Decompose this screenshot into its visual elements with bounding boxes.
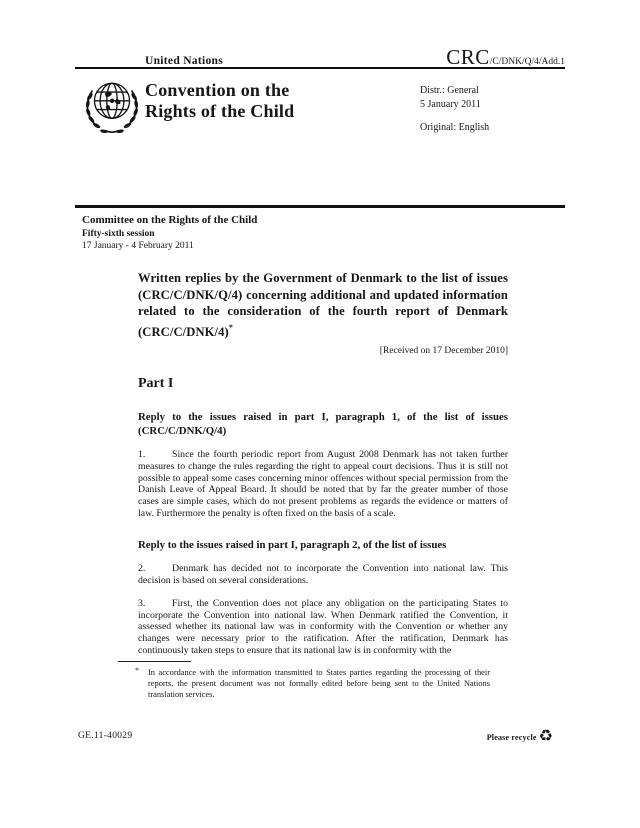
document-title-text: Written replies by the Government of Denmark to the list of issues (CRC/C/DNK/Q/4) concerning additional and updated information related to the consideration of the fourth report of Denmark (CRC/C/DNK/4) bbox=[138, 271, 508, 339]
session-name: Fifty-sixth session bbox=[82, 228, 155, 239]
paragraph-2-text: Denmark has decided not to incorporate the Convention into national law. This decision is based on several considerations. bbox=[138, 563, 508, 587]
received-date: [Received on 17 December 2010] bbox=[379, 346, 508, 356]
document-title bbox=[138, 270, 508, 340]
footnote bbox=[135, 666, 490, 700]
treaty-title-line2: Rights of the Child bbox=[145, 101, 295, 121]
part-heading: Part I bbox=[138, 376, 174, 391]
title-footnote-marker: * bbox=[228, 322, 233, 332]
document-symbol-suffix: /C/DNK/Q/4/Add.1 bbox=[489, 57, 565, 67]
distr-date: 5 January 2011 bbox=[420, 98, 481, 110]
recycle-label: Please recycle bbox=[486, 732, 537, 742]
recycle-icon: ♻ bbox=[538, 728, 553, 745]
session-block bbox=[82, 214, 257, 253]
paragraph-2 bbox=[138, 563, 508, 587]
section-divider-rule bbox=[75, 205, 565, 208]
distribution-block bbox=[420, 84, 489, 135]
recycle-note bbox=[487, 729, 553, 745]
treaty-title bbox=[145, 80, 415, 122]
paragraph-1 bbox=[138, 449, 508, 520]
paragraph-3-number: 3. bbox=[138, 597, 146, 609]
committee-name: Committee on the Rights of the Child bbox=[82, 214, 258, 226]
org-name: United Nations bbox=[145, 55, 224, 67]
distr-type: Distr.: General bbox=[420, 85, 479, 96]
session-dates: 17 January - 4 February 2011 bbox=[82, 241, 194, 251]
header-rule bbox=[75, 67, 565, 69]
paragraph-3 bbox=[138, 598, 508, 657]
paragraph-1-number: 1. bbox=[138, 449, 146, 460]
section-heading-2: Reply to the issues raised in part I, paragraph 2, of the list of issues bbox=[138, 538, 447, 551]
paragraph-3-text: First, the Convention does not place any obligation on the participating States to incorporate the Convention into national law. When Denmark ratified the Convention, it assessed whether its national law was in conformity with the Convention or whether any changes were necessary prior to the ratification. After the ratification, Denmark has continuously taken steps to ensure that its national law is in conformity with the bbox=[138, 597, 508, 657]
document-symbol-main: CRC bbox=[446, 45, 490, 69]
main-column bbox=[138, 270, 508, 657]
footnote-text: In accordance with the information transmitted to States parties regarding the processing of their reports, the present document was not formally edited before being sent to the United Nations translation services. bbox=[148, 668, 490, 699]
section-heading-1: Reply to the issues raised in part I, paragraph 1, of the list of issues (CRC/C/DNK/Q/4) bbox=[138, 411, 508, 437]
footnote-marker: * bbox=[135, 666, 139, 675]
original-language: Original: English bbox=[420, 122, 490, 133]
paragraph-1-text: Since the fourth periodic report from August 2008 Denmark has not taken further measures to change the rules regarding the right to appeal court decisions. Thus it is still not possible to appeal some cases concerning minor offences without special permission from the Danish Leave of Appeal Board. It should be noted that by far the greater number of those cases are simple cases, which do not present problems as regards the evidence or matters of law. Furthermore the penalty is often fixed on the basis of a scale. bbox=[138, 449, 508, 519]
un-emblem-icon bbox=[79, 74, 145, 140]
paragraph-2-number: 2. bbox=[138, 563, 146, 575]
treaty-title-line1: Convention on the bbox=[145, 80, 290, 100]
document-reference: GE.11-40029 bbox=[78, 731, 133, 741]
footnote-rule bbox=[118, 661, 191, 662]
